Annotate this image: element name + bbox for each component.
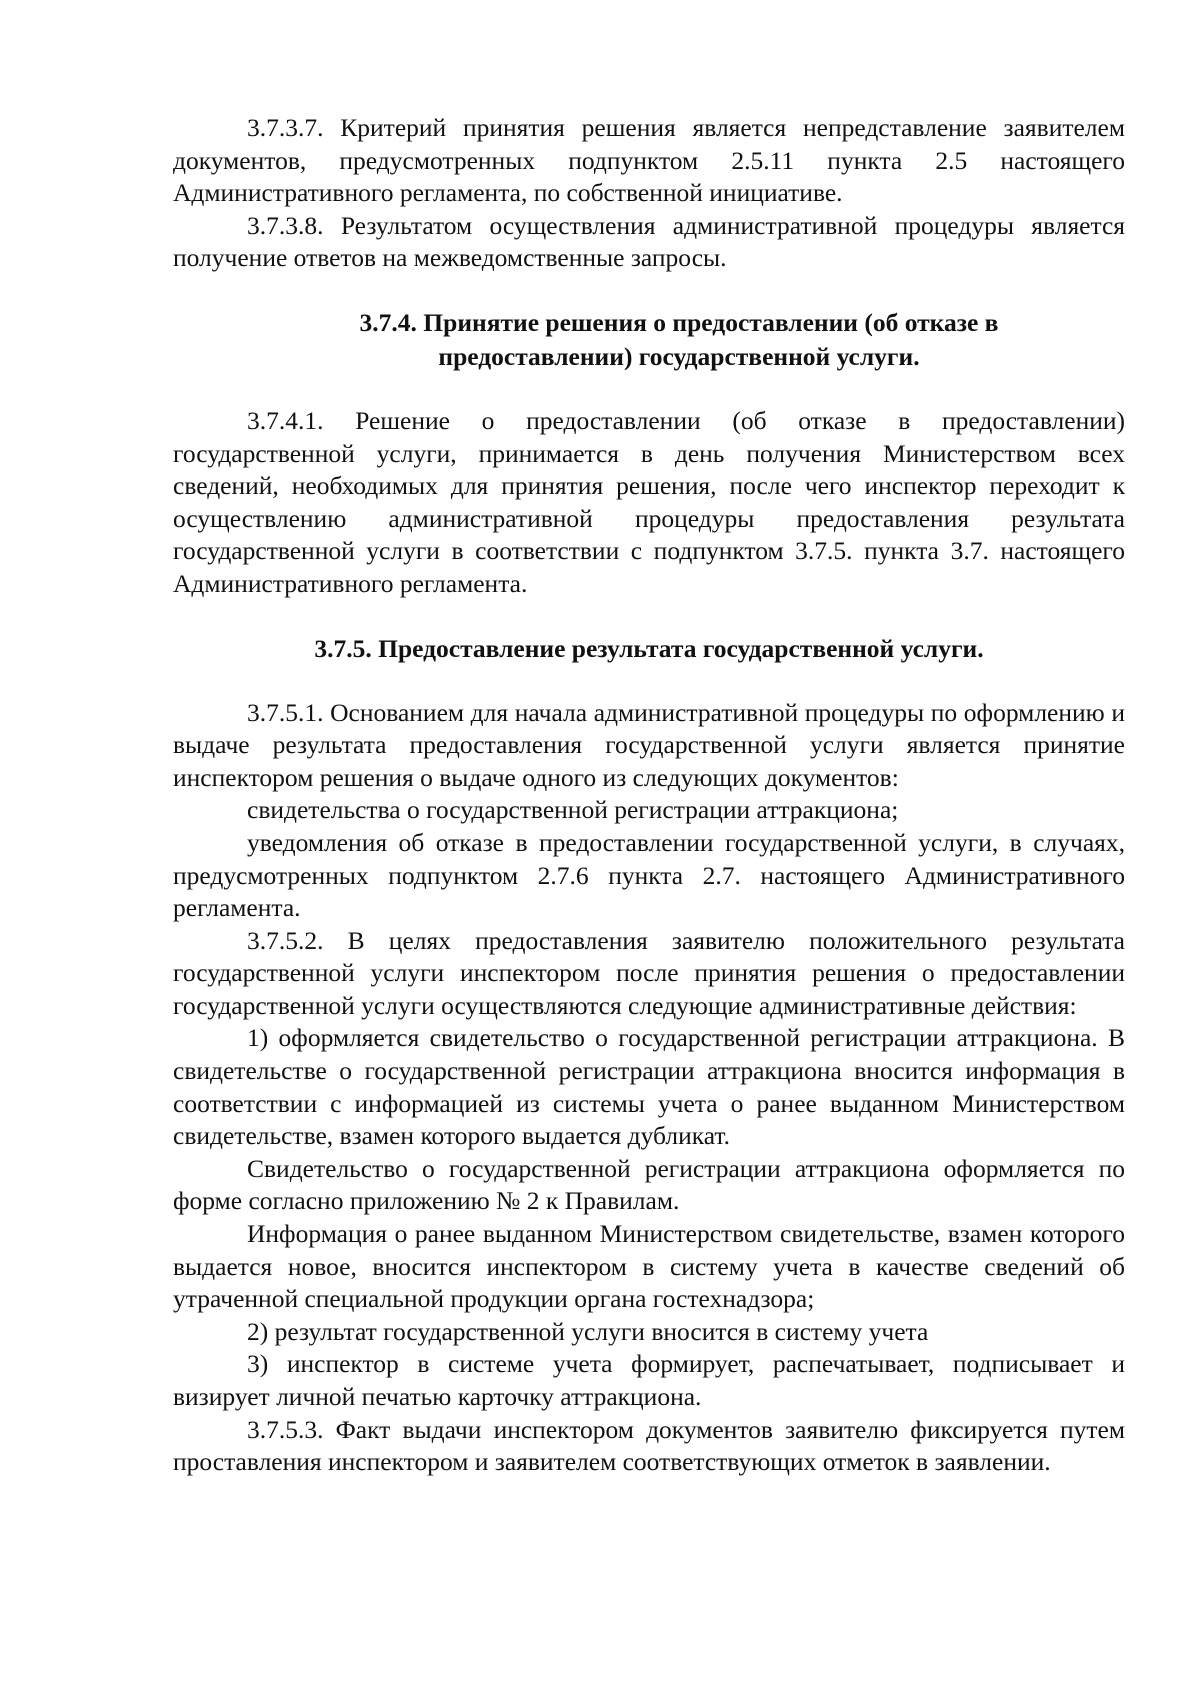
paragraph-3-7-5-1: 3.7.5.1. Основанием для начала административной процедуры по оформлению и выдаче результата предоставления государственной услуги является принятие инспектором решения о выдаче одного из следующих документов: — [173, 697, 1125, 792]
paragraph-3-7-3-8: 3.7.3.8. Результатом осуществления административной процедуры является получение ответов на межведомственные запросы. — [173, 210, 1125, 273]
paragraph-3-7-3-7: 3.7.3.7. Критерий принятия решения является непредставление заявителем документов, предусмотренных подпунктом 2.5.11 пункта 2.5 настоящего Административного регламента, по собственной инициативе. — [173, 113, 1125, 208]
paragraph-3-7-5-2: 3.7.5.2. В целях предоставления заявителю положительного результата государственной услуги инспектором после принятия решения о предоставлении государственной услуги осуществляются следующие административные действия: — [173, 925, 1125, 1020]
document-page — [173, 112, 1125, 1479]
paragraph-form: Свидетельство о государственной регистрации аттракциона оформляется по форме согласно приложению № 2 к Правилам. — [173, 1153, 1125, 1216]
paragraph-3-7-4-1: 3.7.4.1. Решение о предоставлении (об отказе в предоставлении) государственной услуги, принимается в день получения Министерством всех сведений, необходимых для принятия решения, после чего инспектор переходит к осуществлению административной процедуры предоставления результата государственной услуги в соответствии с подпунктом 3.7.5. пункта 3.7. настоящего Административного регламента. — [173, 405, 1125, 598]
paragraph-info: Информация о ранее выданном Министерством свидетельстве, взамен которого выдается новое, вносится инспектором в систему учета в качестве сведений об утраченной специальной продукции органа гостехнадзора; — [173, 1219, 1125, 1314]
heading-3-7-5: 3.7.5. Предоставление результата государственной услуги. — [314, 633, 984, 663]
heading-3-7-4 — [173, 306, 1125, 374]
heading-3-7-4-line2: предоставлении) государственной услуги. — [438, 341, 920, 371]
paragraph-item-1: 1) оформляется свидетельство о государственной регистрации аттракциона. В свидетельстве о государственной регистрации аттракциона вносится информация в соответствии с информацией из системы учета о ранее выданном Министерством свидетельстве, взамен которого выдается дубликат. — [173, 1023, 1125, 1151]
paragraph-certificate: свидетельства о государственной регистрации аттракциона; — [247, 795, 899, 825]
heading-3-7-4-line1: 3.7.4. Принятие решения о предоставлении (об отказе в — [359, 307, 999, 337]
paragraph-item-2: 2) результат государственной услуги вносится в систему учета — [247, 1316, 929, 1346]
paragraph-3-7-5-3: 3.7.5.3. Факт выдачи инспектором документов заявителю фиксируется путем проставления инспектором и заявителем соответствующих отметок в заявлении. — [173, 1414, 1125, 1477]
paragraph-item-3: 3) инспектор в системе учета формирует, распечатывает, подписывает и визирует личной печатью карточку аттракциона. — [173, 1349, 1125, 1411]
paragraph-refusal-notice: уведомления об отказе в предоставлении государственной услуги, в случаях, предусмотренных подпунктом 2.7.6 пункта 2.7. настоящего Административного регламента. — [173, 827, 1125, 923]
